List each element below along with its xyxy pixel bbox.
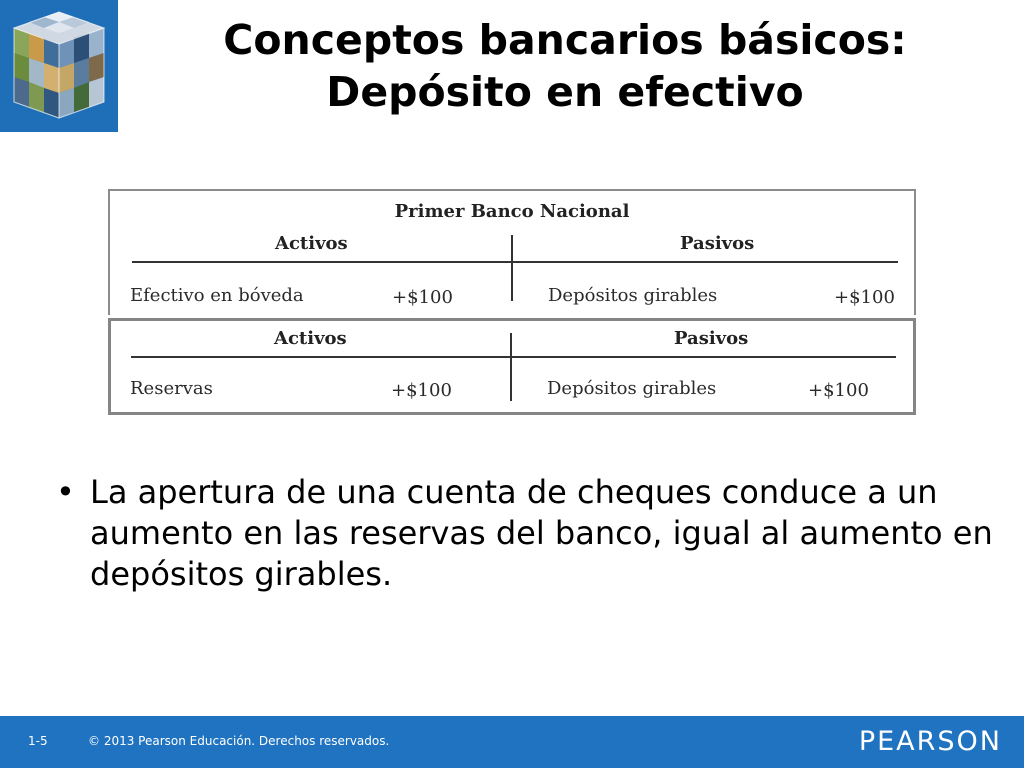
asset-item: Efectivo en bóveda bbox=[130, 285, 304, 306]
t-account-horizontal-line bbox=[131, 356, 896, 358]
t-account-horizontal-line bbox=[132, 261, 898, 263]
t-account-vertical-line bbox=[510, 333, 512, 401]
liability-item: Depósitos girables bbox=[547, 378, 717, 399]
bullet-item: La apertura de una cuenta de cheques conduce a un aumento en las reservas del banco, igual al aumento en depósitos girables. bbox=[90, 473, 993, 593]
copyright-notice: © 2013 Pearson Educación. Derechos reservados. bbox=[88, 734, 390, 748]
pearson-logo: PEARSON bbox=[858, 726, 1002, 757]
liabilities-header: Pasivos bbox=[680, 233, 755, 254]
assets-header: Activos bbox=[274, 328, 347, 349]
title-line-2: Depósito en efectivo bbox=[326, 68, 804, 116]
liability-value: +$100 bbox=[834, 287, 895, 308]
page-title bbox=[150, 14, 980, 118]
photo-cube-logo-icon bbox=[0, 0, 118, 132]
asset-value: +$100 bbox=[391, 380, 452, 401]
slide-number: 1-5 bbox=[28, 734, 48, 748]
bank-name: Primer Banco Nacional bbox=[394, 201, 630, 222]
liability-value: +$100 bbox=[808, 380, 869, 401]
liabilities-header: Pasivos bbox=[674, 328, 749, 349]
asset-item: Reservas bbox=[130, 378, 213, 399]
footer-bar bbox=[0, 716, 1024, 768]
asset-value: +$100 bbox=[392, 287, 453, 308]
t-account-vertical-line bbox=[511, 235, 513, 301]
title-line-1: Conceptos bancarios básicos: bbox=[223, 16, 907, 64]
t-account-reserves bbox=[108, 318, 916, 415]
bullet-icon: • bbox=[56, 473, 75, 511]
assets-header: Activos bbox=[275, 233, 348, 254]
t-account-cash-in-vault bbox=[108, 189, 916, 315]
liability-item: Depósitos girables bbox=[548, 285, 718, 306]
